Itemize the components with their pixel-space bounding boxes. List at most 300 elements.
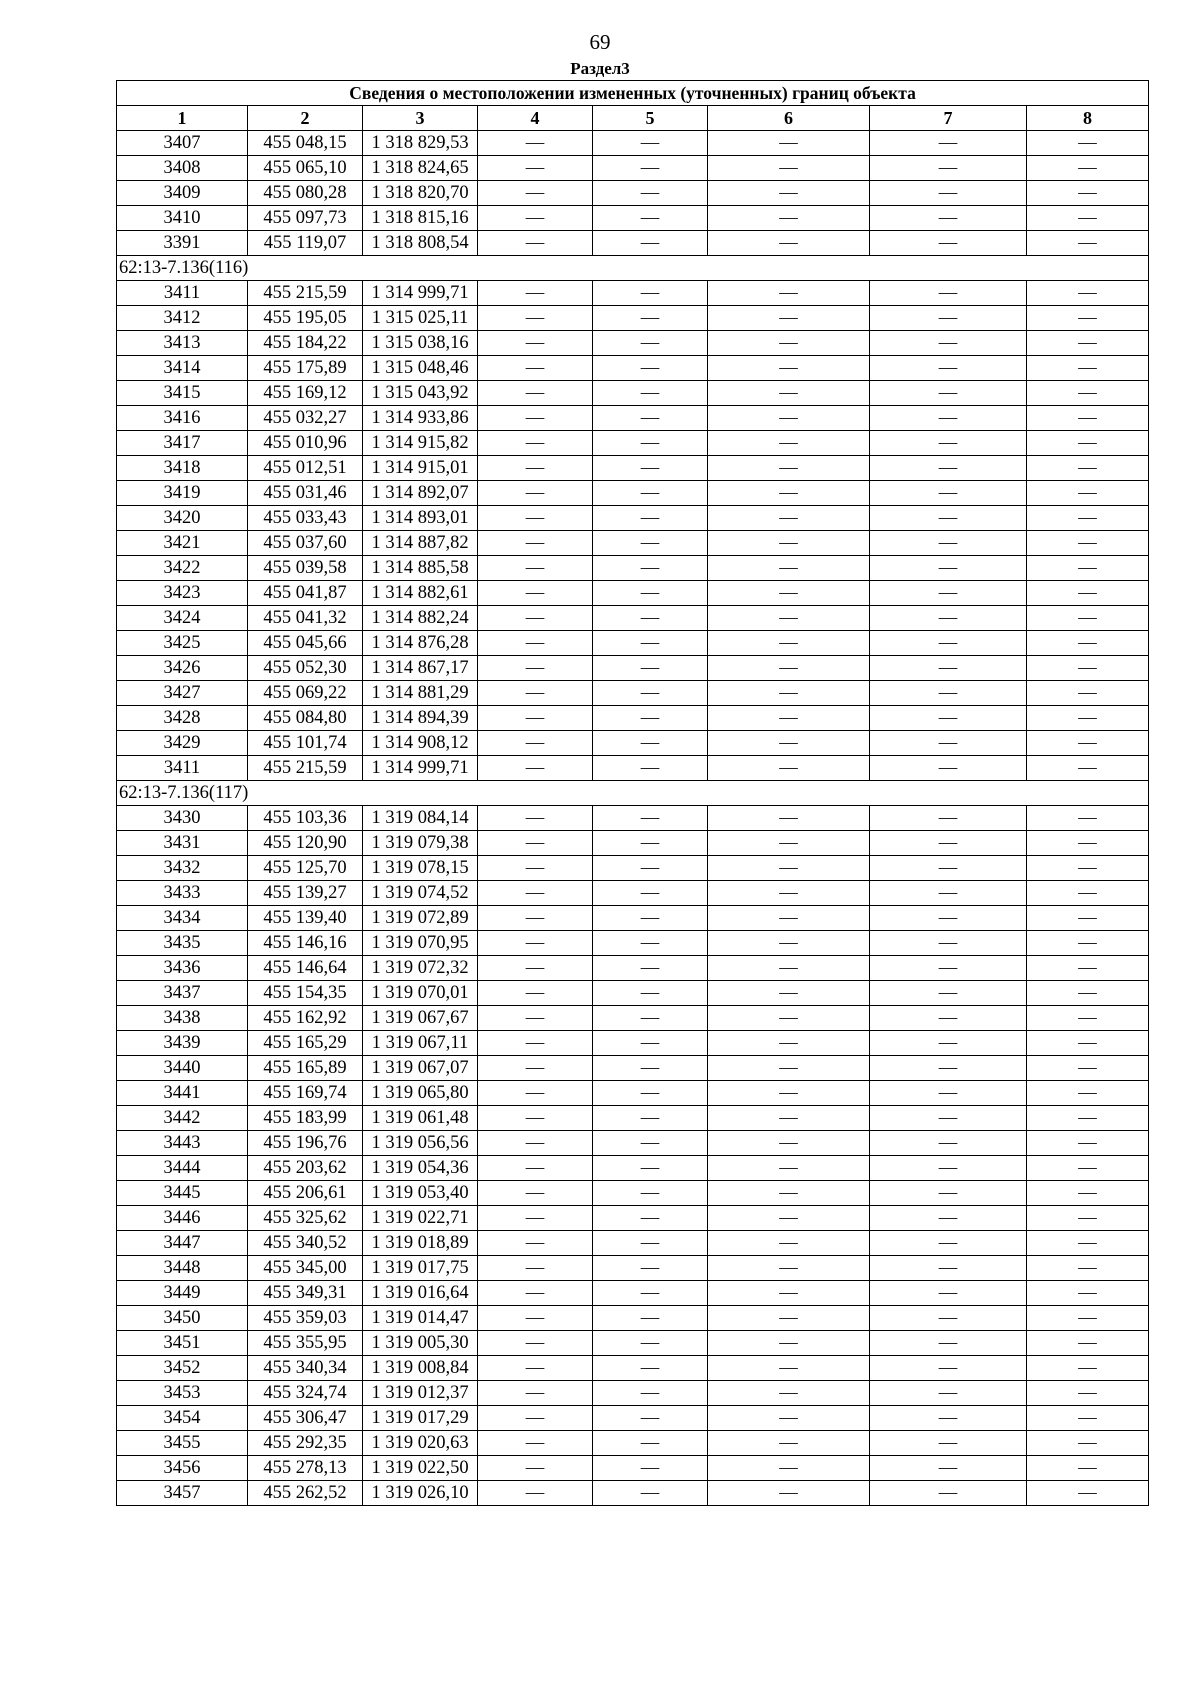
empty-cell: — [870,1031,1027,1056]
empty-cell: — [1027,656,1149,681]
empty-cell: — [870,1256,1027,1281]
empty-cell: — [870,1306,1027,1331]
y-coordinate-cell: 1 319 084,14 [363,806,478,831]
point-number-cell: 3447 [117,1231,248,1256]
point-number-cell: 3420 [117,506,248,531]
empty-cell: — [708,1206,870,1231]
table-row [117,1406,1149,1431]
empty-cell: — [870,206,1027,231]
empty-cell: — [593,556,708,581]
table-row [117,206,1149,231]
empty-cell: — [708,731,870,756]
x-coordinate-cell: 455 196,76 [248,1131,363,1156]
empty-cell: — [870,1206,1027,1231]
table-row [117,556,1149,581]
empty-cell: — [478,406,593,431]
y-coordinate-cell: 1 314 908,12 [363,731,478,756]
empty-cell: — [708,1281,870,1306]
empty-cell: — [593,1431,708,1456]
empty-cell: — [1027,1381,1149,1406]
empty-cell: — [1027,681,1149,706]
empty-cell: — [1027,831,1149,856]
empty-cell: — [870,181,1027,206]
y-coordinate-cell: 1 319 005,30 [363,1331,478,1356]
x-coordinate-cell: 455 345,00 [248,1256,363,1281]
point-number-cell: 3442 [117,1106,248,1131]
empty-cell: — [870,756,1027,781]
empty-cell: — [593,206,708,231]
x-coordinate-cell: 455 215,59 [248,281,363,306]
point-number-cell: 3433 [117,881,248,906]
column-header-8: 8 [1027,106,1149,131]
point-number-cell: 3412 [117,306,248,331]
empty-cell: — [708,1331,870,1356]
empty-cell: — [870,506,1027,531]
empty-cell: — [708,1131,870,1156]
table-row [117,406,1149,431]
empty-cell: — [593,331,708,356]
empty-cell: — [1027,1081,1149,1106]
point-number-cell: 3421 [117,531,248,556]
empty-cell: — [708,681,870,706]
table-row [117,931,1149,956]
empty-cell: — [708,1456,870,1481]
table-body [117,131,1149,1506]
table-row [117,731,1149,756]
x-coordinate-cell: 455 165,29 [248,1031,363,1056]
table-row [117,1481,1149,1506]
y-coordinate-cell: 1 319 053,40 [363,1181,478,1206]
empty-cell: — [478,581,593,606]
empty-cell: — [478,956,593,981]
empty-cell: — [708,581,870,606]
x-coordinate-cell: 455 206,61 [248,1181,363,1206]
y-coordinate-cell: 1 314 892,07 [363,481,478,506]
empty-cell: — [1027,856,1149,881]
x-coordinate-cell: 455 080,28 [248,181,363,206]
x-coordinate-cell: 455 084,80 [248,706,363,731]
x-coordinate-cell: 455 125,70 [248,856,363,881]
table-caption-row [117,81,1149,106]
empty-cell: — [593,656,708,681]
page-number: 69 [589,30,611,54]
empty-cell: — [708,131,870,156]
x-coordinate-cell: 455 340,34 [248,1356,363,1381]
x-coordinate-cell: 455 349,31 [248,1281,363,1306]
point-number-cell: 3430 [117,806,248,831]
table-row [117,956,1149,981]
table-row [117,1356,1149,1381]
empty-cell: — [478,631,593,656]
point-number-cell: 3448 [117,1256,248,1281]
point-number-cell: 3427 [117,681,248,706]
y-coordinate-cell: 1 314 999,71 [363,281,478,306]
table-row [117,1131,1149,1156]
empty-cell: — [870,1481,1027,1506]
empty-cell: — [593,881,708,906]
empty-cell: — [593,681,708,706]
y-coordinate-cell: 1 319 078,15 [363,856,478,881]
empty-cell: — [478,306,593,331]
empty-cell: — [593,531,708,556]
empty-cell: — [593,631,708,656]
y-coordinate-cell: 1 314 882,61 [363,581,478,606]
x-coordinate-cell: 455 097,73 [248,206,363,231]
empty-cell: — [593,1081,708,1106]
table-row [117,181,1149,206]
empty-cell: — [593,1031,708,1056]
x-coordinate-cell: 455 139,27 [248,881,363,906]
empty-cell: — [1027,206,1149,231]
empty-cell: — [478,806,593,831]
y-coordinate-cell: 1 314 867,17 [363,656,478,681]
x-coordinate-cell: 455 041,87 [248,581,363,606]
point-number-cell: 3418 [117,456,248,481]
y-coordinate-cell: 1 314 999,71 [363,756,478,781]
table-row [117,1431,1149,1456]
empty-cell: — [1027,1456,1149,1481]
point-number-cell: 3453 [117,1381,248,1406]
empty-cell: — [708,181,870,206]
point-number-cell: 3440 [117,1056,248,1081]
x-coordinate-cell: 455 041,32 [248,606,363,631]
column-header-4: 4 [478,106,593,131]
point-number-cell: 3438 [117,1006,248,1031]
column-header-3: 3 [363,106,478,131]
point-number-cell: 3423 [117,581,248,606]
empty-cell: — [708,506,870,531]
empty-cell: — [708,1181,870,1206]
x-coordinate-cell: 455 340,52 [248,1231,363,1256]
empty-cell: — [1027,1131,1149,1156]
empty-cell: — [478,706,593,731]
empty-cell: — [593,1406,708,1431]
empty-cell: — [870,331,1027,356]
empty-cell: — [708,331,870,356]
empty-cell: — [708,906,870,931]
table-row [117,706,1149,731]
empty-cell: — [1027,481,1149,506]
point-number-cell: 3426 [117,656,248,681]
y-coordinate-cell: 1 318 824,65 [363,156,478,181]
point-number-cell: 3454 [117,1406,248,1431]
empty-cell: — [870,306,1027,331]
point-number-cell: 3437 [117,981,248,1006]
empty-cell: — [478,1256,593,1281]
table-row [117,856,1149,881]
empty-cell: — [708,606,870,631]
point-number-cell: 3407 [117,131,248,156]
empty-cell: — [593,1206,708,1231]
empty-cell: — [708,1431,870,1456]
empty-cell: — [1027,1481,1149,1506]
empty-cell: — [708,1106,870,1131]
table-row [117,1281,1149,1306]
empty-cell: — [1027,1231,1149,1256]
point-number-cell: 3451 [117,1331,248,1356]
table-row [117,631,1149,656]
point-number-cell: 3444 [117,1156,248,1181]
empty-cell: — [478,1356,593,1381]
empty-cell: — [870,456,1027,481]
empty-cell: — [708,956,870,981]
y-coordinate-cell: 1 319 067,07 [363,1056,478,1081]
table-row [117,806,1149,831]
empty-cell: — [478,156,593,181]
table-row [117,506,1149,531]
empty-cell: — [1027,331,1149,356]
empty-cell: — [593,1281,708,1306]
point-number-cell: 3452 [117,1356,248,1381]
x-coordinate-cell: 455 355,95 [248,1331,363,1356]
empty-cell: — [870,906,1027,931]
empty-cell: — [1027,1406,1149,1431]
empty-cell: — [1027,231,1149,256]
y-coordinate-cell: 1 319 070,95 [363,931,478,956]
y-coordinate-cell: 1 319 074,52 [363,881,478,906]
empty-cell: — [1027,1256,1149,1281]
point-number-cell: 3436 [117,956,248,981]
empty-cell: — [478,1481,593,1506]
table-row [117,381,1149,406]
empty-cell: — [1027,1331,1149,1356]
table-row [117,306,1149,331]
empty-cell: — [708,656,870,681]
empty-cell: — [478,281,593,306]
empty-cell: — [870,831,1027,856]
empty-cell: — [1027,881,1149,906]
empty-cell: — [478,1181,593,1206]
empty-cell: — [478,1031,593,1056]
empty-cell: — [593,1256,708,1281]
empty-cell: — [478,231,593,256]
y-coordinate-cell: 1 319 061,48 [363,1106,478,1131]
empty-cell: — [870,1081,1027,1106]
y-coordinate-cell: 1 319 022,71 [363,1206,478,1231]
point-number-cell: 3422 [117,556,248,581]
empty-cell: — [708,1031,870,1056]
empty-cell: — [1027,631,1149,656]
x-coordinate-cell: 455 010,96 [248,431,363,456]
empty-cell: — [870,431,1027,456]
empty-cell: — [708,431,870,456]
table-row [117,1381,1149,1406]
empty-cell: — [1027,406,1149,431]
empty-cell: — [478,881,593,906]
empty-cell: — [593,1106,708,1131]
point-number-cell: 3410 [117,206,248,231]
table-row [117,131,1149,156]
y-coordinate-cell: 1 315 025,11 [363,306,478,331]
x-coordinate-cell: 455 119,07 [248,231,363,256]
x-coordinate-cell: 455 101,74 [248,731,363,756]
table-row [117,981,1149,1006]
table-row [117,831,1149,856]
empty-cell: — [708,806,870,831]
empty-cell: — [1027,931,1149,956]
x-coordinate-cell: 455 359,03 [248,1306,363,1331]
empty-cell: — [708,206,870,231]
empty-cell: — [870,1406,1027,1431]
y-coordinate-cell: 1 318 815,16 [363,206,478,231]
empty-cell: — [870,806,1027,831]
y-coordinate-cell: 1 319 067,11 [363,1031,478,1056]
empty-cell: — [708,281,870,306]
column-header-row [117,106,1149,131]
point-number-cell: 3411 [117,281,248,306]
empty-cell: — [870,1431,1027,1456]
x-coordinate-cell: 455 069,22 [248,681,363,706]
empty-cell: — [870,1356,1027,1381]
empty-cell: — [708,1006,870,1031]
empty-cell: — [478,1206,593,1231]
empty-cell: — [708,531,870,556]
empty-cell: — [593,456,708,481]
y-coordinate-cell: 1 314 933,86 [363,406,478,431]
point-number-cell: 3434 [117,906,248,931]
empty-cell: — [870,1131,1027,1156]
table-row [117,331,1149,356]
empty-cell: — [708,1056,870,1081]
empty-cell: — [1027,706,1149,731]
empty-cell: — [1027,356,1149,381]
empty-cell: — [870,406,1027,431]
y-coordinate-cell: 1 315 038,16 [363,331,478,356]
point-number-cell: 3416 [117,406,248,431]
x-coordinate-cell: 455 052,30 [248,656,363,681]
x-coordinate-cell: 455 065,10 [248,156,363,181]
empty-cell: — [478,356,593,381]
empty-cell: — [870,931,1027,956]
empty-cell: — [478,756,593,781]
empty-cell: — [1027,906,1149,931]
empty-cell: — [708,931,870,956]
empty-cell: — [870,856,1027,881]
table-row [117,1231,1149,1256]
point-number-cell: 3435 [117,931,248,956]
empty-cell: — [593,431,708,456]
table-row [117,1081,1149,1106]
table-row [117,1256,1149,1281]
empty-cell: — [593,731,708,756]
x-coordinate-cell: 455 120,90 [248,831,363,856]
x-coordinate-cell: 455 162,92 [248,1006,363,1031]
empty-cell: — [1027,1306,1149,1331]
empty-cell: — [478,1381,593,1406]
empty-cell: — [1027,756,1149,781]
empty-cell: — [478,1156,593,1181]
point-number-cell: 3439 [117,1031,248,1056]
empty-cell: — [478,1131,593,1156]
empty-cell: — [593,1131,708,1156]
point-number-cell: 3419 [117,481,248,506]
table-row [117,356,1149,381]
empty-cell: — [870,1331,1027,1356]
empty-cell: — [478,1006,593,1031]
y-coordinate-cell: 1 314 894,39 [363,706,478,731]
empty-cell: — [593,1456,708,1481]
x-coordinate-cell: 455 146,16 [248,931,363,956]
x-coordinate-cell: 455 154,35 [248,981,363,1006]
group-row [117,781,1149,806]
x-coordinate-cell: 455 045,66 [248,631,363,656]
empty-cell: — [593,1481,708,1506]
section-title: Раздел3 [570,59,630,78]
y-coordinate-cell: 1 319 054,36 [363,1156,478,1181]
empty-cell: — [478,1106,593,1131]
y-coordinate-cell: 1 319 020,63 [363,1431,478,1456]
empty-cell: — [708,481,870,506]
x-coordinate-cell: 455 012,51 [248,456,363,481]
y-coordinate-cell: 1 319 070,01 [363,981,478,1006]
empty-cell: — [870,981,1027,1006]
empty-cell: — [708,1306,870,1331]
x-coordinate-cell: 455 103,36 [248,806,363,831]
y-coordinate-cell: 1 319 067,67 [363,1006,478,1031]
empty-cell: — [1027,1106,1149,1131]
empty-cell: — [478,981,593,1006]
x-coordinate-cell: 455 195,05 [248,306,363,331]
table-row [117,606,1149,631]
empty-cell: — [593,231,708,256]
point-number-cell: 3445 [117,1181,248,1206]
table-row [117,756,1149,781]
empty-cell: — [593,381,708,406]
empty-cell: — [870,656,1027,681]
empty-cell: — [478,1306,593,1331]
y-coordinate-cell: 1 319 026,10 [363,1481,478,1506]
x-coordinate-cell: 455 037,60 [248,531,363,556]
empty-cell: — [478,556,593,581]
y-coordinate-cell: 1 319 016,64 [363,1281,478,1306]
table-row [117,1181,1149,1206]
x-coordinate-cell: 455 306,47 [248,1406,363,1431]
empty-cell: — [708,856,870,881]
point-number-cell: 3425 [117,631,248,656]
empty-cell: — [1027,981,1149,1006]
y-coordinate-cell: 1 319 017,29 [363,1406,478,1431]
empty-cell: — [708,756,870,781]
empty-cell: — [478,481,593,506]
empty-cell: — [478,931,593,956]
empty-cell: — [1027,1356,1149,1381]
empty-cell: — [870,631,1027,656]
empty-cell: — [1027,1006,1149,1031]
point-number-cell: 3411 [117,756,248,781]
empty-cell: — [1027,1181,1149,1206]
y-coordinate-cell: 1 314 887,82 [363,531,478,556]
y-coordinate-cell: 1 314 915,82 [363,431,478,456]
point-number-cell: 3432 [117,856,248,881]
empty-cell: — [1027,1281,1149,1306]
point-number-cell: 3428 [117,706,248,731]
empty-cell: — [593,1381,708,1406]
table-row [117,1106,1149,1131]
table-row [117,1306,1149,1331]
empty-cell: — [1027,581,1149,606]
empty-cell: — [1027,806,1149,831]
empty-cell: — [478,1231,593,1256]
table-row [117,531,1149,556]
empty-cell: — [708,1356,870,1381]
y-coordinate-cell: 1 319 008,84 [363,1356,478,1381]
column-header-1: 1 [117,106,248,131]
empty-cell: — [870,1056,1027,1081]
empty-cell: — [593,1006,708,1031]
y-coordinate-cell: 1 314 915,01 [363,456,478,481]
empty-cell: — [1027,606,1149,631]
x-coordinate-cell: 455 324,74 [248,1381,363,1406]
